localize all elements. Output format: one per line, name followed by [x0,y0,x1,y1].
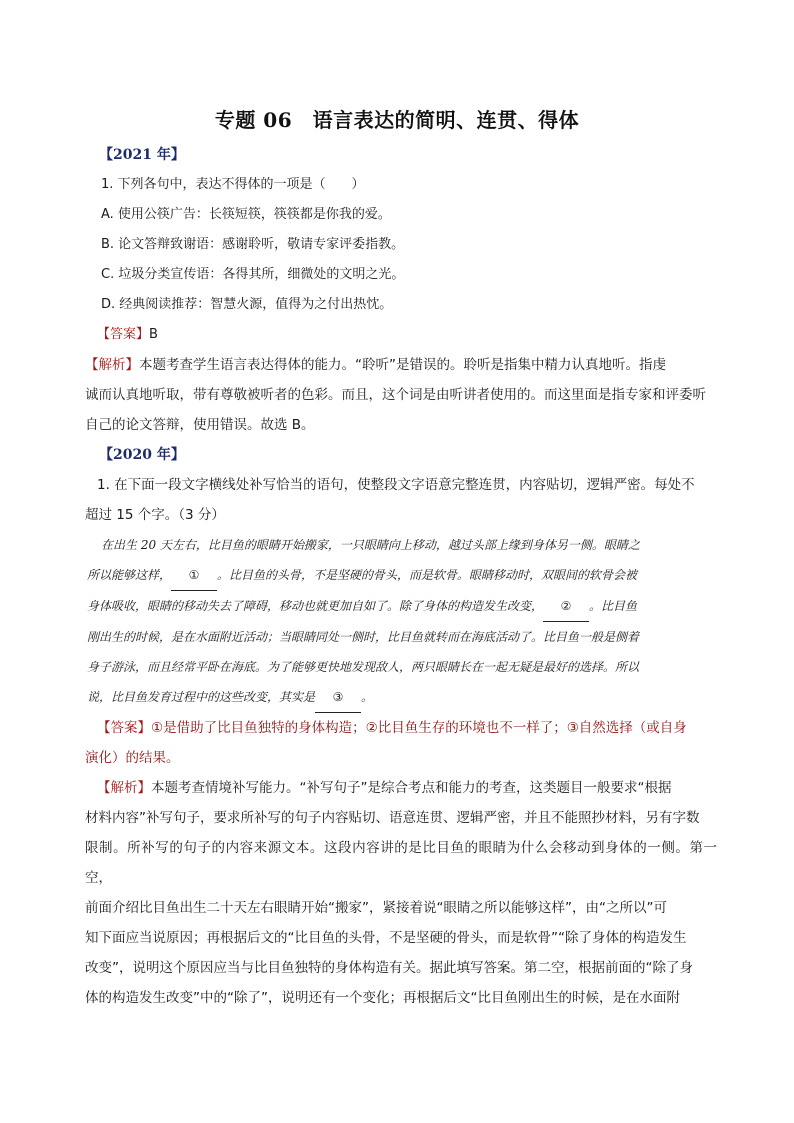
passage-line [87,591,717,622]
passage-text-span: 说，比目鱼发育过程中的这些改变，其实是 [87,690,316,704]
question-2020 [85,470,717,530]
answer-value: B [149,327,158,342]
passage-text-span: 身体吸收，眼睛的移动失去了障碍，移动也就更加自如了。除了身体的构造发生改变， [87,599,544,613]
passage-line [87,560,717,591]
passage-line: 身子游泳，而且经常平卧在海底。为了能够更快地发现敌人，两只眼睛长在一起无疑是最好的选择。所以 [87,660,640,674]
option-c: C. 垃圾分类宣传语：各得其所，细微处的文明之光。 [101,267,405,282]
analysis-2021 [85,350,717,440]
passage-text-span: 所以能够这样， [87,568,172,582]
analysis-line: 体的构造发生改变”中的“除了”，说明还有一个变化；再根据后文“比目鱼刚出生的时候，是在水面附 [85,990,680,1006]
option-d: D. 经典阅读推荐：智慧火源，值得为之付出热忱。 [101,297,393,312]
passage-line: 刚出生的时候，是在水面附近活动；当眼睛同处一侧时，比目鱼就转而在海底活动了。比目鱼一般是侧着 [87,630,640,644]
answer-tag: 【答案】 [97,327,150,342]
year-heading-2021: 【2021 年】 [99,147,185,163]
question-line: 超过 15 个字。（3 分） [85,507,225,523]
blank-2: ② [543,591,589,622]
option-b: B. 论文答辩致谢语：感谢聆听，敬请专家评委指教。 [101,237,405,252]
answer-2021 [97,320,717,350]
question-line: 1. 在下面一段文字横线处补写恰当的语句，使整段文字语意完整连贯，内容贴切，逻辑严密。每处不 [97,477,695,493]
content-body [85,140,717,1013]
passage-text-span: 。比目鱼的头骨，不是坚硬的骨头，而是软骨。眼睛移动时，双眼间的软骨会被 [217,568,638,582]
analysis-line: 材料内容”补写句子，要求所补写的句子内容贴切、语意连贯、逻辑严密，并且不能照抄材料，另有字数 [85,810,700,826]
analysis-line: 本题考查情境补写能力。“补写句子”是综合考点和能力的考查，这类题目一般要求“根据 [151,780,672,796]
answer-tag: 【答案】 [97,720,151,736]
passage-text [87,530,717,713]
analysis-2020 [85,773,717,1013]
year-heading-2020: 【2020 年】 [99,447,185,463]
analysis-line: 本题考查学生语言表达得体的能力。“聆听”是错误的。聆听是指集中精力认真地听。指虔 [139,357,666,373]
passage-text-span: 。 [361,690,374,704]
analysis-line: 诚而认真地听取，带有尊敬被听者的色彩。而且，这个词是由听讲者使用的。而这里面是指专家和评委听 [85,387,706,403]
page-title: 专题 06 语言表达的简明、连贯、得体 [214,108,580,132]
analysis-line: 前面介绍比目鱼出生二十天左右眼睛开始“搬家”，紧接着说“眼睛之所以能够这样”，由“之所以”可 [85,900,667,916]
question-2021: 1. 下列各句中，表达不得体的一项是（ ） [101,177,365,192]
answer-2020 [85,713,717,773]
analysis-line: 知下面应当说原因；再根据后文的“比目鱼的头骨，不是坚硬的骨头，而是软骨”“除了身体的构造发生 [85,930,687,946]
passage-line [87,682,717,713]
blank-1: ① [171,560,217,591]
analysis-line: 限制。所补写的句子的内容来源文本。这段内容讲的是比目鱼的眼睛为什么会移动到身体的一侧。第一空， [85,840,717,886]
analysis-tag: 【解析】 [97,780,151,796]
analysis-line: 自己的论文答辩，使用错误。故选 B。 [85,417,315,433]
option-a: A. 使用公筷广告：长筷短筷，筷筷都是你我的爱。 [101,207,391,222]
passage-line: 在出生 20 天左右，比目鱼的眼睛开始搬家，一只眼睛向上移动，越过头部上缘到身体另一侧。眼睛之 [101,538,640,552]
analysis-tag: 【解析】 [85,357,139,373]
answer-line: 演化）的结果。 [85,750,180,766]
answer-line: ①是借助了比目鱼独特的身体构造；②比目鱼生存的环境也不一样了；③自然选择（或自身 [151,720,687,736]
passage-text-span: 。比目鱼 [589,599,638,613]
blank-3: ③ [315,682,361,713]
analysis-line: 改变”，说明这个原因应当与比目鱼独特的身体构造有关。据此填写答案。第二空，根据前面的“除了身 [85,960,693,976]
